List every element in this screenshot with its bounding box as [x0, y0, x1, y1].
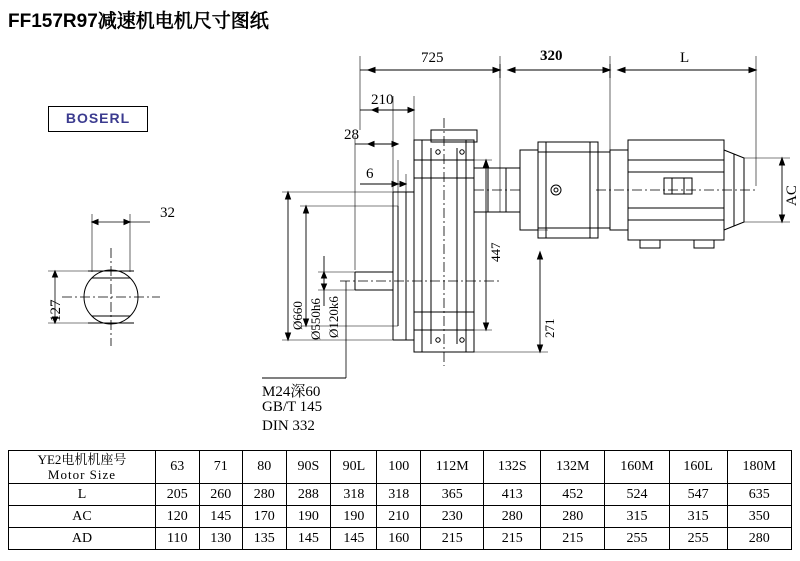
table-cell: 318	[331, 484, 377, 506]
logo-text: BOSERL	[65, 110, 131, 126]
table-cell: 190	[331, 506, 377, 528]
dim-28: 28	[344, 127, 359, 143]
table-cell: 547	[669, 484, 727, 506]
table-cell: 635	[727, 484, 791, 506]
thread-spec-line1: M24深60	[262, 384, 321, 400]
dim-550: Ø550h6	[308, 298, 323, 340]
table-cell: 160M	[605, 451, 669, 484]
thread-spec-line3: DIN 332	[262, 418, 315, 434]
dim-AC: AC	[784, 185, 800, 206]
table-cell: 215	[484, 528, 541, 550]
dim-32: 32	[160, 205, 175, 221]
table-cell: 110	[156, 528, 200, 550]
dim-447: 447	[488, 242, 503, 262]
table-cell: 413	[484, 484, 541, 506]
table-cell: 315	[605, 506, 669, 528]
table-row	[9, 506, 792, 528]
table-cell: 71	[199, 451, 243, 484]
dim-271: 271	[542, 318, 557, 338]
dim-120: Ø120k6	[326, 296, 341, 338]
dim-127: 127	[48, 299, 64, 322]
table-cell: 130	[199, 528, 243, 550]
table-cell: 190	[286, 506, 331, 528]
table-cell: 280	[484, 506, 541, 528]
table-cell: 145	[286, 528, 331, 550]
table-cell: 280	[541, 506, 605, 528]
table-cell: 280	[243, 484, 287, 506]
table-cell: 145	[331, 528, 377, 550]
table-cell: 90S	[286, 451, 331, 484]
dim-210: 210	[371, 92, 394, 108]
table-cell: 350	[727, 506, 791, 528]
table-head-label-cn: YE2电机机座号	[37, 452, 127, 467]
table-head-label-en: Motor Size	[47, 467, 117, 482]
table-row-label: AD	[9, 528, 156, 550]
table-cell: 315	[669, 506, 727, 528]
table-cell: 135	[243, 528, 287, 550]
table-row-header	[9, 451, 792, 484]
dim-725: 725	[421, 50, 444, 66]
table-cell: 63	[156, 451, 200, 484]
table-cell: 205	[156, 484, 200, 506]
table-row	[9, 484, 792, 506]
table-cell: 215	[420, 528, 483, 550]
table-cell: 280	[727, 528, 791, 550]
table-head-label	[9, 451, 156, 484]
table-cell: 80	[243, 451, 287, 484]
table-cell: 230	[420, 506, 483, 528]
dim-320: 320	[540, 48, 563, 64]
table-row-label: AC	[9, 506, 156, 528]
dim-660: Ø660	[290, 301, 305, 330]
table-cell: 112M	[420, 451, 483, 484]
table-cell: 215	[541, 528, 605, 550]
table-cell: 145	[199, 506, 243, 528]
table-cell: 255	[669, 528, 727, 550]
table-cell: 255	[605, 528, 669, 550]
table-cell: 120	[156, 506, 200, 528]
table-cell: 160	[377, 528, 421, 550]
table-cell: 365	[420, 484, 483, 506]
table-cell: 524	[605, 484, 669, 506]
table-cell: 318	[377, 484, 421, 506]
motor-size-table	[8, 450, 792, 550]
table-cell: 288	[286, 484, 331, 506]
thread-spec-line2: GB/T 145	[262, 399, 323, 415]
table-cell: 160L	[669, 451, 727, 484]
dim-6: 6	[366, 166, 374, 182]
table-cell: 132M	[541, 451, 605, 484]
table-cell: 260	[199, 484, 243, 506]
page-title: FF157R97减速机电机尺寸图纸	[8, 11, 269, 32]
dim-L: L	[680, 50, 690, 66]
table-cell: 132S	[484, 451, 541, 484]
table-cell: 100	[377, 451, 421, 484]
table-cell: 170	[243, 506, 287, 528]
table-cell: 180M	[727, 451, 791, 484]
table-cell: 452	[541, 484, 605, 506]
table-row	[9, 528, 792, 550]
table-cell: 210	[377, 506, 421, 528]
table-cell: 90L	[331, 451, 377, 484]
table-row-label: L	[9, 484, 156, 506]
